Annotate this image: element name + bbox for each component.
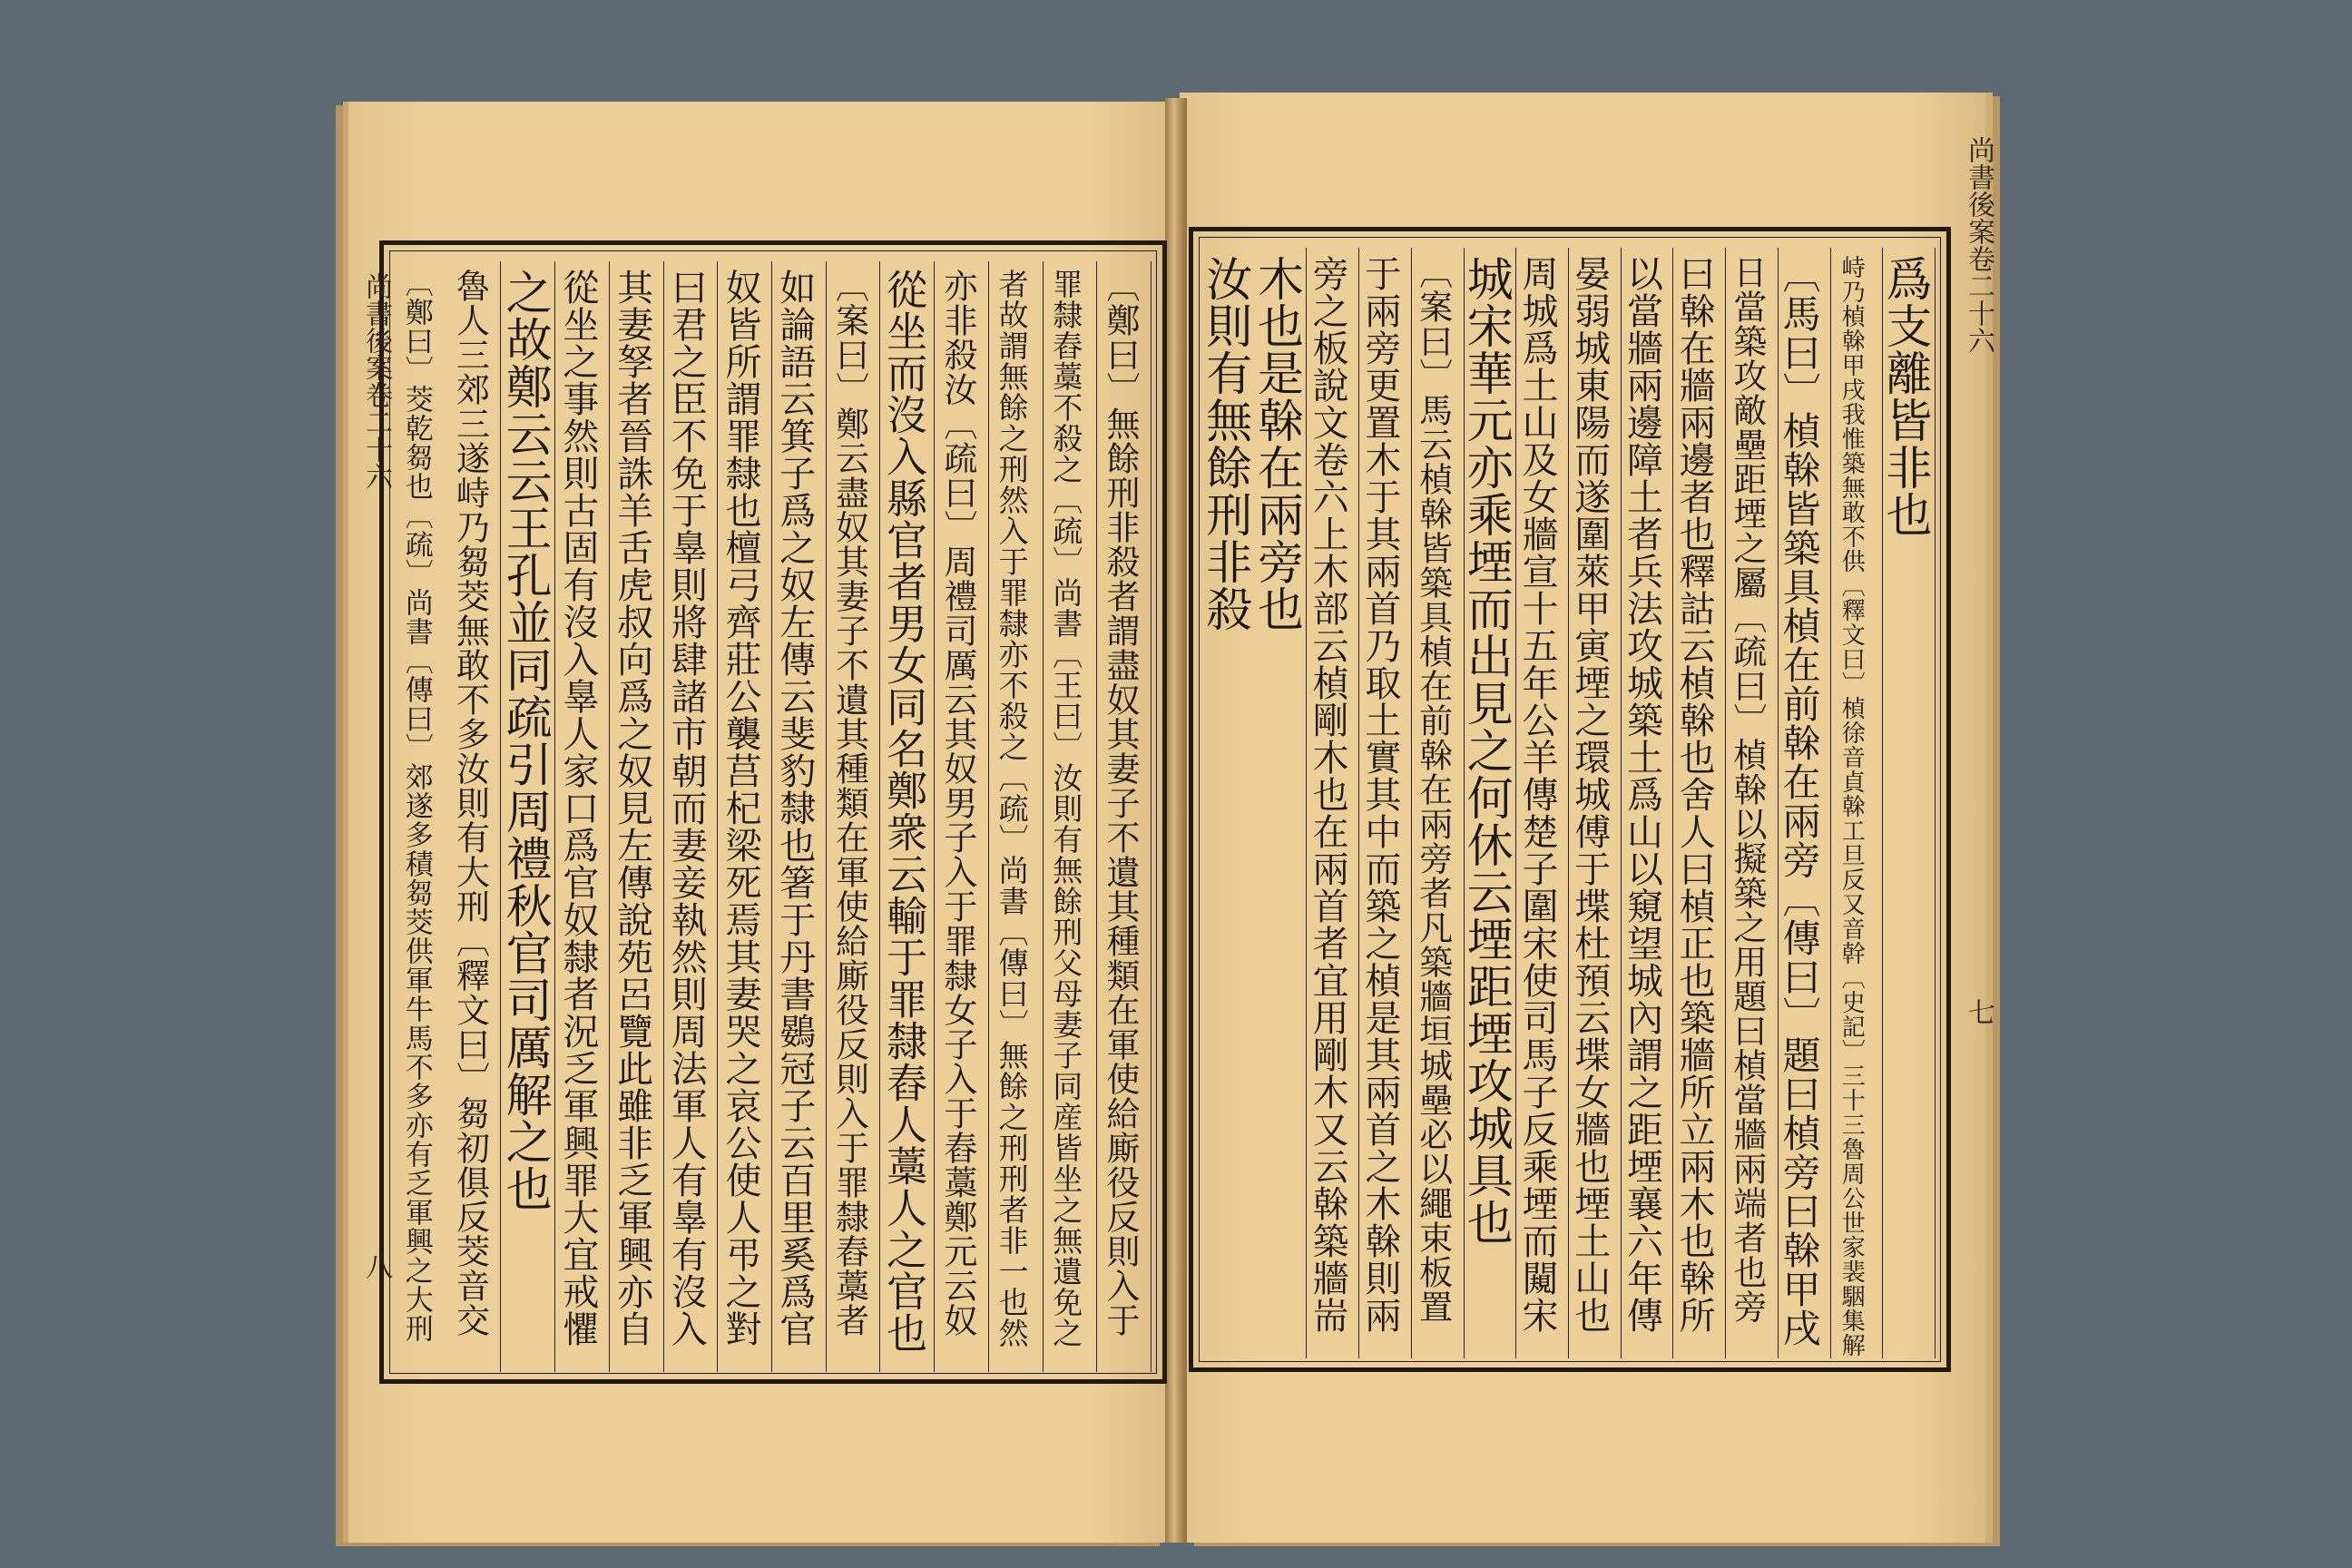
right-page-column-text: 曰榦在牆兩邊者也釋詁云楨榦也舍人曰楨正也築牆所立兩木也榦所 bbox=[1673, 255, 1716, 1334]
right-page-column-text: 峙乃楨榦甲戌我惟築無敢不供〔釋文曰〕楨徐音貞榦工旦反又音幹〔史記〕三十三魯周公世家裴駰集解 bbox=[1838, 255, 1866, 1357]
left-page-column-text: 之故鄭云云王孔並同疏引周禮秋官司厲解之也 bbox=[497, 269, 552, 1212]
right-page-folio: 七 bbox=[1963, 998, 1994, 1025]
left-page-column-text: 從坐之事然則古固有沒入辠人家口爲官奴隸者況乏軍興罪大宜戒懼 bbox=[556, 269, 599, 1348]
left-page-column bbox=[393, 261, 447, 1372]
right-page-column-text: 日當築攻敵壘距堙之屬〔疏曰〕楨榦以擬築之用題曰楨當牆兩端者也旁 bbox=[1727, 255, 1767, 1324]
right-page-column bbox=[1568, 248, 1622, 1358]
right-page-column bbox=[1411, 248, 1465, 1358]
left-page-column bbox=[609, 261, 664, 1372]
right-page-column-text: 爲支離皆非也 bbox=[1877, 255, 1931, 538]
left-page-column bbox=[988, 261, 1044, 1372]
left-page-column bbox=[771, 261, 827, 1372]
left-text-frame bbox=[379, 240, 1167, 1384]
right-page-column-text: 木也是榦在兩旁也 bbox=[1249, 255, 1303, 632]
left-page-column bbox=[1043, 261, 1098, 1372]
left-page-column bbox=[554, 261, 610, 1372]
right-page-column bbox=[1725, 248, 1779, 1358]
left-page-column-text: 曰君之臣不免于辠則將肆諸市朝而妻妾執然則周法軍人有辠有沒入 bbox=[665, 269, 708, 1348]
right-page-column-text: 晏弱城東陽而遂圍萊甲寅堙之環城傅于堞杜預云堞女牆也堙土山也 bbox=[1568, 255, 1611, 1334]
left-page-column-text: 亦非殺汝〔疏曰〕周禮司厲云其奴男子入于罪隸女子入于舂藁鄭元云奴 bbox=[937, 269, 977, 1338]
right-page-column bbox=[1877, 248, 1936, 1358]
right-page-column bbox=[1458, 248, 1517, 1358]
book-gutter bbox=[1165, 98, 1187, 1543]
left-page-column-text: 如論語云箕子爲之奴左傳云斐豹隸也箸于丹書鷃冠子云百里奚爲官 bbox=[773, 269, 816, 1348]
right-page-column bbox=[1621, 248, 1674, 1358]
right-page-column-text: 〔馬曰〕楨榦皆築具楨在前榦在兩旁〔傳曰〕題曰楨旁曰榦甲戌 bbox=[1777, 255, 1822, 1348]
right-page-column-text: 〔案曰〕馬云楨榦皆築具楨在前榦在兩旁者凡築牆垣城壘必以繩束板置 bbox=[1413, 255, 1453, 1324]
left-page-column bbox=[1096, 261, 1152, 1372]
right-page-column bbox=[1515, 248, 1569, 1358]
left-page-column bbox=[826, 261, 881, 1372]
right-page-column-text: 旁之板說文卷六上木部云楨剛木也在兩首者宜用剛木又云榦築牆耑 bbox=[1307, 255, 1349, 1334]
right-page-column bbox=[1778, 248, 1831, 1358]
left-page-column-text: 罪隸舂藁不殺之〔疏〕尚書〔王曰〕汝則有無餘刑父母妻子同産皆坐之無遺免之 bbox=[1048, 269, 1084, 1348]
left-page-column bbox=[663, 261, 719, 1372]
right-page-column bbox=[1672, 248, 1726, 1358]
left-page-column bbox=[934, 261, 989, 1372]
left-page-column-text: 其妻孥者晉誅羊舌虎叔向爲之奴見左傳說苑呂覽此雖非乏軍興亦自 bbox=[611, 269, 653, 1348]
right-page-column-text: 周城爲土山及女牆宣十五年公羊傳楚子圍宋使司馬子反乘堙而闚宋 bbox=[1516, 255, 1558, 1334]
right-page-column-text: 以當牆兩邊障土者兵法攻城築土爲山以窺望城內謂之距堙襄六年傳 bbox=[1621, 255, 1663, 1334]
left-page-folio: 八 bbox=[360, 1252, 392, 1279]
left-page-column bbox=[879, 261, 935, 1372]
left-page-column bbox=[446, 261, 502, 1372]
right-page-column bbox=[1306, 248, 1359, 1358]
left-page-column-text: 〔鄭曰〕無餘刑非殺者謂盡奴其妻子不遺其種類在軍使給廝役反則入于 bbox=[1101, 269, 1140, 1338]
right-page-column bbox=[1358, 248, 1412, 1358]
left-page-column-text: 從坐而沒入縣官者男女同名鄭衆云輸于罪隸舂人藁人之官也 bbox=[879, 269, 928, 1354]
right-text-frame bbox=[1189, 227, 1951, 1372]
left-page-column-text: 魯人三郊三遂峙乃芻茭無敢不多汝則有大刑〔釋文曰〕芻初俱反茭音交 bbox=[450, 269, 490, 1338]
right-page-column bbox=[1249, 248, 1308, 1358]
right-page-banxin: 尚書後案卷二十六 bbox=[1963, 136, 1994, 354]
left-page-banxin: 尚書後案卷二十六 bbox=[360, 272, 392, 490]
left-page-column bbox=[497, 261, 555, 1372]
right-page-column-text: 汝則有無餘刑非殺 bbox=[1197, 255, 1251, 632]
left-page-column-text: 者故謂無餘之刑然入于罪隸亦不殺之〔疏〕尚書〔傳曰〕無餘之刑刑者非一也然 bbox=[994, 269, 1030, 1348]
right-page-column-text: 城宋華元亦乘堙而出見之何休云堙距堙攻城具也 bbox=[1458, 255, 1513, 1246]
left-page-column-text: 奴皆所謂罪隸也檀弓齊莊公襲莒杞梁死焉其妻哭之哀公使人弔之對 bbox=[720, 269, 761, 1348]
right-page-column-text: 于兩旁更置木于其兩首乃取土實其中而築之楨是其兩首之木榦則兩 bbox=[1358, 255, 1401, 1334]
right-page-column bbox=[1830, 248, 1884, 1358]
left-page-column bbox=[717, 261, 772, 1372]
left-page-column-text: 〔案曰〕鄭云盡奴其妻子不遺其種類在軍使給廝役反則入于罪隸舂藁者 bbox=[829, 269, 869, 1338]
left-page-column-text: 〔鄭曰〕茭乾芻也〔疏〕尚書〔傳曰〕郊遂多積芻茭供軍牛馬不多亦有乏軍興之大刑 bbox=[399, 269, 433, 1343]
right-page-column bbox=[1197, 248, 1255, 1358]
